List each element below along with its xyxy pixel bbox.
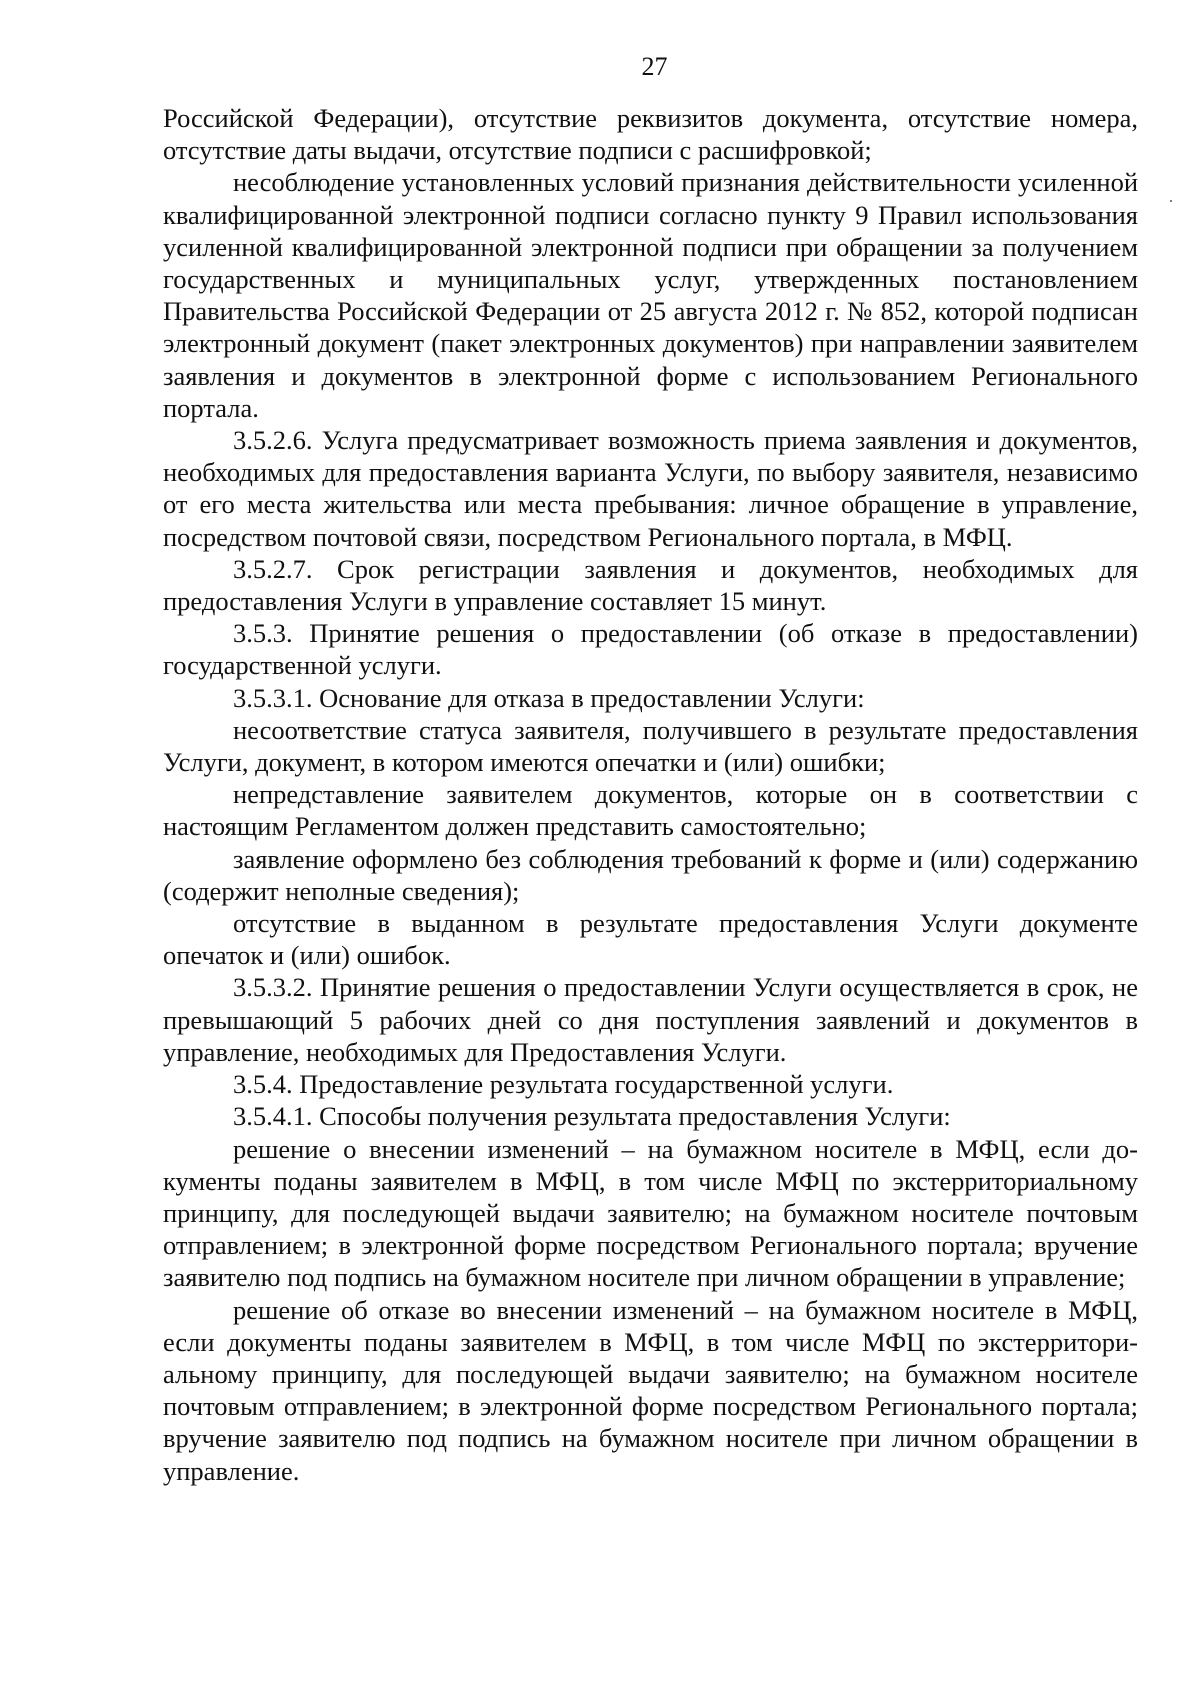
paragraph-12: 3.5.4. Предоставление результата государственной услуги. [233,1069,894,1100]
paragraph-15: решение об отказе во внесении изменений – на бумажном носителе в МФЦ, если документы поданы заявителем в МФЦ, в том числе МФЦ по экстерриториальному принципу, для последующей выдачи заявителю; на бумажном носителе почтовым отправлением; в электронной форме посредством Регионального портала; вручение заявителю под подпись на бумажном носителе при личном обращении в управление. [163,1294,1138,1486]
document-page [163,52,1138,1487]
paragraph-9: заявление оформлено без соблюдения требований к форме и (или) содержанию (содержит неполные сведения); [163,843,1138,906]
paragraph-3: 3.5.2.6. Услуга предусматривает возможность приема заявления и документов, необходимых для предоставления варианта Услуги, по выбору заявителя, независимо от его места жительства или места пребывания: личное обращение в управление, посредством почтовой связи, посредством Регионального портала, в МФЦ. [163,425,1138,552]
page-number: 27 [641,52,668,81]
paragraph-14: решение о внесении изменений – на бумажном носителе в МФЦ, если документы поданы заявителем в МФЦ, в том числе МФЦ по экстерриториальному принципу, для последующей выдачи заявителю; на бумажном носителе почтовым отправлением; в электронной форме посредством Регионального портала; вручение заявителю под подпись на бумажном носителе при личном обращении в управление; [163,1133,1138,1293]
paragraph-7: несоответствие статуса заявителя, получившего в результате предоставления Услуги, документ, в котором имеются опечатки и (или) ошибки; [163,714,1138,778]
paragraph-2: несоблюдение установленных условий признания действительности усиленной квалифицированной электронной подписи согласно пункту 9 Правил использования усиленной квалифицированной электронной подписи при обращении за получением государственных и муниципальных услуг, утвержденных постановлением Правительства Российской Федерации от 25 августа 2012 г. № 852, которой подписан электронный документ (пакет электронных документов) при направлении заявителем заявления и документов в электронной форме с использованием Регионального портала. [163,167,1138,423]
paragraph-1: Российской Федерации), отсутствие реквизитов документа, отсутствие номера, отсутствие даты выдачи, отсутствие подписи с расшифровкой; [163,103,1138,166]
scan-speck [1170,200,1172,202]
paragraph-4: 3.5.2.7. Срок регистрации заявления и документов, необходимых для предоставления Услуги в управление составляет 15 минут. [163,553,1138,617]
paragraph-8: непредставление заявителем документов, которые он в соответствии с настоящим Регламентом должен представить самостоятельно; [163,779,1138,842]
paragraph-6: 3.5.3.1. Основание для отказа в предоставлении Услуги: [233,682,865,713]
paragraph-10: отсутствие в выданном в результате предоставления Услуги документе опечаток и (или) ошибок. [163,908,1138,971]
paragraph-5: 3.5.3. Принятие решения о предоставлении (об отказе в предоставлении) государственной услуги. [163,618,1138,681]
paragraph-11: 3.5.3.2. Принятие решения о предоставлении Услуги осуществляется в срок, не превышающий 5 рабочих дней со дня поступления заявлений и документов в управление, необходимых для Предоставления Услуги. [163,972,1138,1067]
paragraph-13: 3.5.4.1. Способы получения результата предоставления Услуги: [233,1101,951,1132]
